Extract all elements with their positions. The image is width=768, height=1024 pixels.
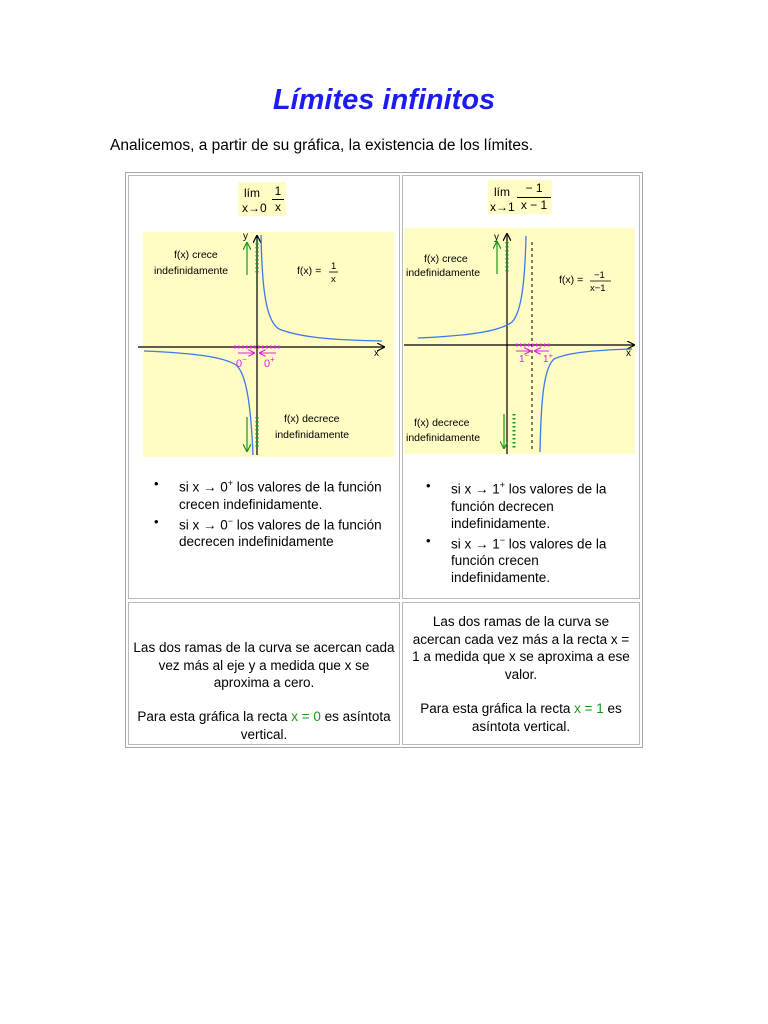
right-limit-expression <box>488 180 552 214</box>
right-approach-label: 0+ <box>264 355 275 370</box>
function-denominator: x−1 <box>590 283 606 294</box>
grow-label-2: indefinidamente <box>154 265 229 277</box>
left-bullet-list <box>152 475 392 550</box>
right-asymptote-text: Para esta gráfica la recta x = 1 es asíntota vertical. <box>420 701 622 734</box>
left-conclusion-text: Las dos ramas de la curva se acercan cada vez más al eje y a medida que x se aproxima a cero. <box>133 640 395 690</box>
right-bullet-1: • si x → 1+ los valores de la función decrecen indefinidamente. <box>424 477 634 532</box>
grow-label-1: f(x) crece <box>174 249 218 261</box>
limit-numerator: − 1 <box>525 181 543 195</box>
right-approach-label: 1+ <box>543 351 553 365</box>
right-asymptote-equation: x = 1 <box>574 701 604 716</box>
limit-subscript: x→1 <box>490 200 515 214</box>
left-bullet-1: • si x → 0+ los valores de la función crecen indefinidamente. <box>152 475 392 513</box>
grow-label-1: f(x) crece <box>424 253 468 265</box>
grow-label-2: indefinidamente <box>406 267 481 279</box>
left-asymptote-equation: x = 0 <box>291 709 321 724</box>
intro-text: Analicemos, a partir de su gráfica, la existencia de los límites. <box>110 137 533 154</box>
left-limit-expression <box>238 182 286 216</box>
function-denominator: x <box>331 274 336 285</box>
decrease-label-2: indefinidamente <box>406 432 481 444</box>
limit-numerator: 1 <box>274 184 282 198</box>
left-approach-label: 0− <box>236 355 247 370</box>
decrease-label-1: f(x) decrece <box>284 413 340 425</box>
limit-denominator: x <box>275 200 281 214</box>
left-asymptote-text: Para esta gráfica la recta x = 0 es asíntota vertical. <box>137 709 391 742</box>
left-graph <box>134 229 396 457</box>
page-title: Límites infinitos <box>272 84 496 116</box>
function-numerator: 1 <box>331 261 337 272</box>
right-conclusion-text: Las dos ramas de la curva se acercan cada vez más a la recta x = 1 a medida que x se aproxima a ese valor. <box>412 614 630 682</box>
right-graph <box>404 228 638 456</box>
y-axis-label: y <box>494 232 499 243</box>
right-bullet-2: • si x → 1− los valores de la función crecen indefinidamente. <box>424 532 634 587</box>
right-bullet-list <box>424 477 634 586</box>
limit-subscript: x→0 <box>242 201 267 215</box>
limit-word: lím <box>494 185 510 199</box>
decrease-label-1: f(x) decrece <box>414 417 470 429</box>
function-numerator: −1 <box>594 270 605 281</box>
function-label: f(x) = <box>297 265 322 277</box>
y-axis-label: y <box>243 231 248 242</box>
function-label: f(x) = <box>559 274 584 286</box>
left-bullet-2: • si x → 0− los valores de la función decrecen indefinidamente <box>152 513 392 551</box>
x-axis-label: x <box>374 348 379 359</box>
left-approach-label: 1− <box>519 351 529 365</box>
limit-denominator: x − 1 <box>520 198 548 212</box>
limit-word: lím <box>244 186 260 200</box>
x-axis-label: x <box>626 348 631 359</box>
decrease-label-2: indefinidamente <box>275 429 350 441</box>
